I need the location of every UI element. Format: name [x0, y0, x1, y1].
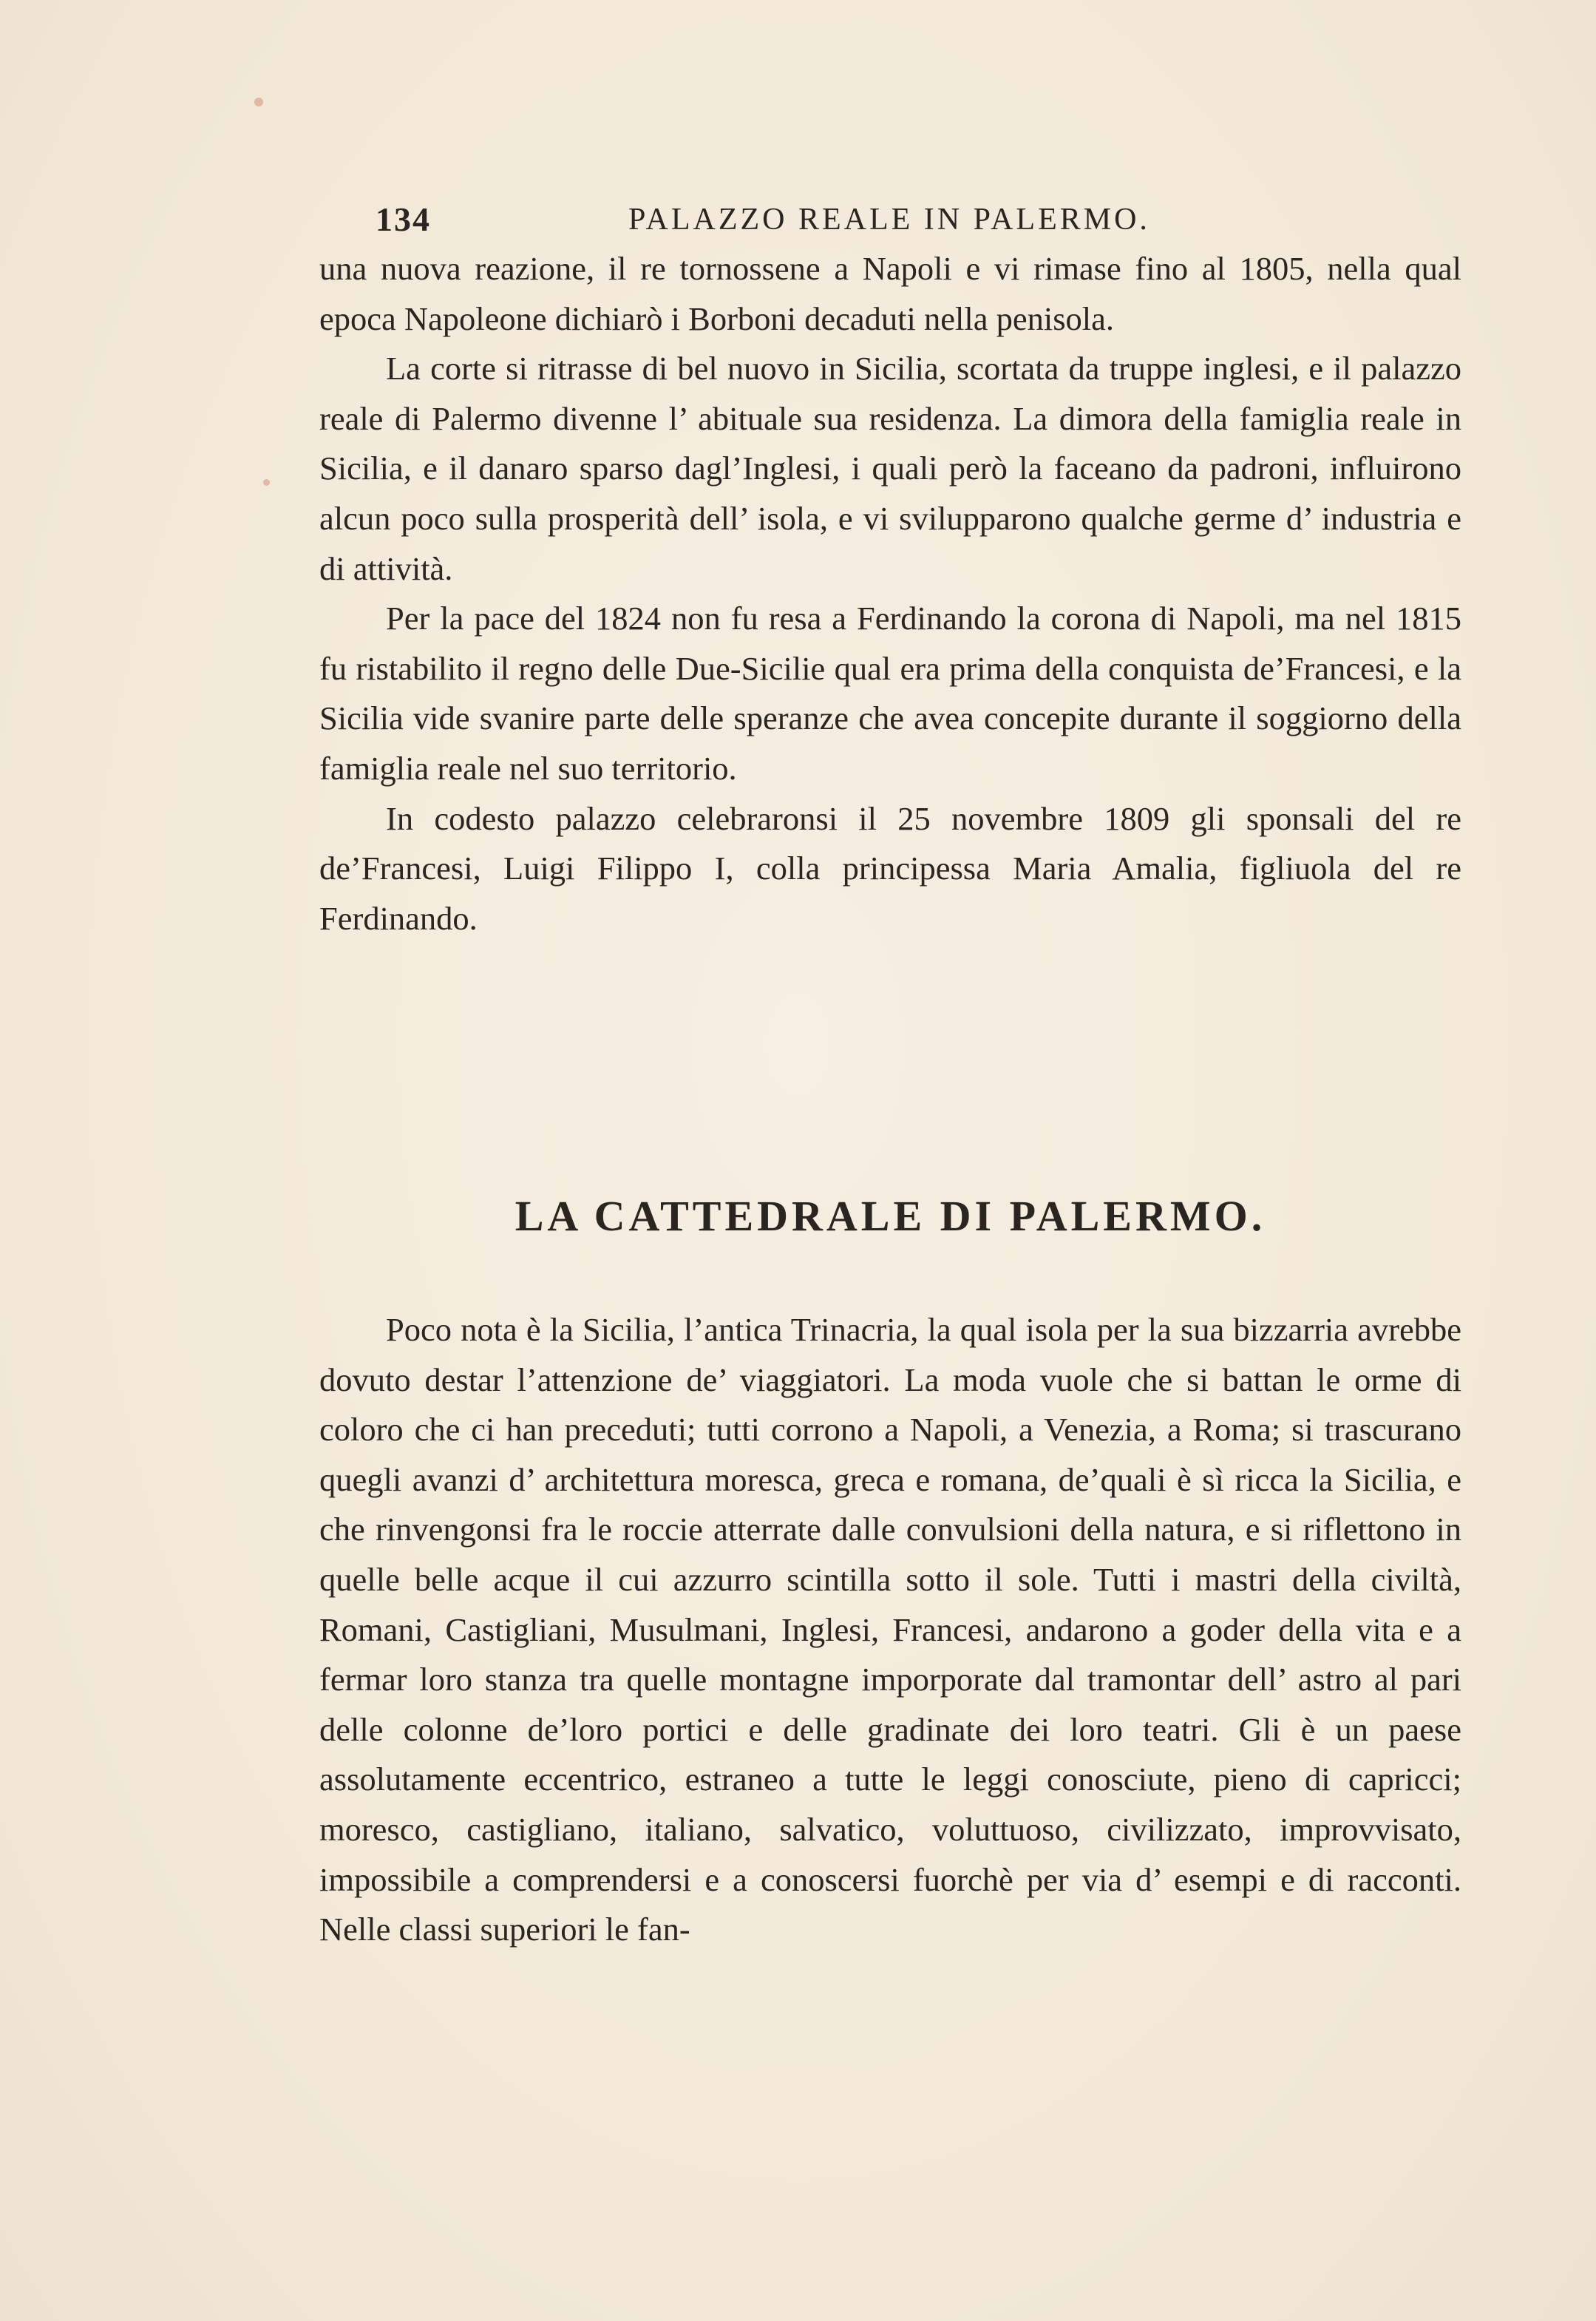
section-heading: LA CATTEDRALE DI PALERMO. [515, 1192, 1266, 1240]
paragraph: Poco nota è la Sicilia, l’antica Trinacria, la qual isola per la sua bizzarria avrebbe dovuto destar l’attenzione de’ viaggiatori. La moda vuole che si battan le orme di coloro che ci han preceduti; tutti corrono a Napoli, a Venezia, a Roma; si trascurano quegli avanzi d’ architettura moresca, greca e romana, de’quali è sì ricca la Sicilia, e che rinvengonsi fra le roccie atterrate dalle convulsioni della natura, e si riflettono in quelle belle acque il cui azzurro scintilla sotto il sole. Tutti i mastri della civiltà, Romani, Castigliani, Musulmani, Inglesi, Francesi, andarono a goder della vita e a fermar loro stanza tra quelle montagne imporporate dal tramontar dell’ astro al pari delle colonne de’loro portici e delle gradinate dei loro teatri. Gli è un paese assolutamente eccentrico, estraneo a tutte le leggi conosciute, pieno di capricci; moresco, castigliano, italiano, salvatico, voluttuoso, civilizzato, improvvisato, impossibile a comprendersi e a conoscersi fuorchè per via d’ esempi e di racconti. Nelle classi superiori le fan- [319, 1311, 1461, 1948]
paragraph: In codesto palazzo celebraronsi il 25 novembre 1809 gli sponsali del re de’Francesi, Luigi Filippo I, colla principessa Maria Amalia, figliuola del re Ferdinando. [319, 799, 1461, 937]
body-text-section-2 [319, 1305, 1461, 1955]
paragraph: una nuova reazione, il re tornossene a Napoli e vi rimase fino al 1805, nella qual epoca Napoleone dichiarò i Borboni decaduti nella penisola. [319, 250, 1461, 337]
paragraph: Per la pace del 1824 non fu resa a Ferdinando la corona di Napoli, ma nel 1815 fu ristabilito il regno delle Due-Sicilie qual era prima della conquista de’Francesi, e la Sicilia vide svanire parte delle speranze che avea concepite durante il soggiorno della famiglia reale nel suo territorio. [319, 600, 1461, 787]
body-text-section-1 [319, 244, 1461, 943]
page-number: 134 [376, 200, 431, 238]
paragraph: La corte si ritrasse di bel nuovo in Sicilia, scortata da truppe inglesi, e il palazzo reale di Palermo divenne l’ abituale sua residenza. La dimora della famiglia reale in Sicilia, e il danaro sparso dagl’Inglesi, i quali però la faceano da padroni, influirono alcun poco sulla prosperità dell’ isola, e vi svilupparono qualche germe d’ industria e di attività. [319, 350, 1461, 587]
paper-speck [263, 479, 270, 486]
running-title: PALAZZO REALE IN PALERMO. [628, 203, 1150, 237]
running-head [319, 194, 1461, 245]
paper-speck [254, 98, 263, 106]
